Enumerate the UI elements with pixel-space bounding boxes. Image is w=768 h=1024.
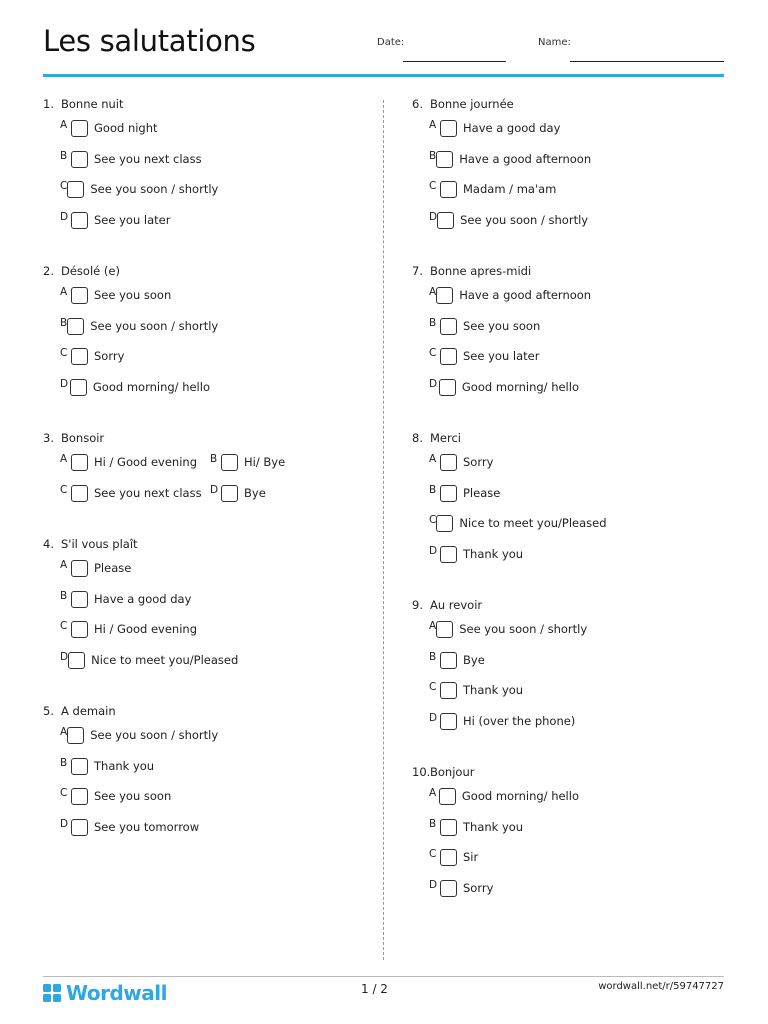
answer-checkbox[interactable] <box>439 788 456 805</box>
option-row <box>43 120 363 151</box>
question-6 <box>412 96 732 242</box>
option-letter: A <box>429 620 437 632</box>
question-number: 8. <box>412 431 423 445</box>
question-text: Bonsoir <box>61 431 105 445</box>
question-number: 10. <box>412 765 431 779</box>
answer-option[interactable] <box>412 318 579 335</box>
answer-checkbox[interactable] <box>221 454 238 471</box>
option-row <box>43 758 363 789</box>
option-label: Bye <box>463 652 485 667</box>
option-letter: B <box>429 316 437 329</box>
option-letter: A <box>60 559 68 571</box>
question-header <box>43 703 363 720</box>
answer-option[interactable] <box>412 210 589 229</box>
option-label: Hi (over the phone) <box>463 713 576 728</box>
answer-checkbox[interactable] <box>436 151 453 168</box>
option-row <box>43 788 363 819</box>
answer-option[interactable] <box>412 286 592 304</box>
answer-option[interactable] <box>412 819 579 836</box>
option-row <box>43 151 363 182</box>
question-text: Bonne journée <box>430 97 514 111</box>
option-label: See you soon / shortly <box>90 182 219 196</box>
answer-checkbox[interactable] <box>440 318 457 335</box>
source-url[interactable]: wordwall.net/r/59747727 <box>598 981 724 992</box>
option-label: Thank you <box>463 683 524 697</box>
question-header <box>43 263 363 280</box>
option-label: Thank you <box>463 546 524 561</box>
answer-option[interactable] <box>43 379 210 396</box>
question-header <box>412 597 732 614</box>
answer-option[interactable] <box>412 713 579 730</box>
question-number: 4. <box>43 537 54 551</box>
option-row <box>412 181 732 212</box>
option-row <box>43 454 363 485</box>
question-9 <box>412 597 732 743</box>
option-row <box>412 849 732 880</box>
option-row <box>43 819 363 850</box>
question-number: 5. <box>43 704 54 718</box>
option-row <box>412 120 732 151</box>
option-row <box>412 287 732 318</box>
question-number: 2. <box>43 264 54 278</box>
answer-checkbox[interactable] <box>71 621 88 638</box>
question-number: 9. <box>412 598 423 612</box>
question-number: 6. <box>412 97 423 111</box>
answer-checkbox[interactable] <box>440 120 457 137</box>
option-label: Bye <box>244 485 266 500</box>
answer-checkbox[interactable] <box>439 379 456 396</box>
answer-checkbox[interactable] <box>71 120 88 137</box>
answer-checkbox[interactable] <box>71 591 88 608</box>
option-letter: D <box>429 711 438 724</box>
option-label: See you later <box>94 212 171 227</box>
question-text: Bonne nuit <box>61 97 124 111</box>
option-row <box>43 318 363 349</box>
answer-checkbox[interactable] <box>71 348 88 365</box>
answer-option[interactable] <box>43 151 210 168</box>
option-letter: A <box>60 286 68 298</box>
answer-options <box>412 287 732 409</box>
option-letter: D <box>210 483 219 496</box>
option-letter: C <box>429 681 437 693</box>
option-label: Nice to meet you/Pleased <box>91 652 239 667</box>
answer-option[interactable] <box>43 726 219 744</box>
answer-options <box>43 120 363 242</box>
answer-options <box>43 727 363 849</box>
option-label: See you soon / shortly <box>459 622 588 636</box>
answer-checkbox[interactable] <box>440 181 457 198</box>
answer-option[interactable] <box>412 788 579 805</box>
answer-option[interactable] <box>43 454 210 471</box>
answer-option[interactable] <box>210 454 360 471</box>
logo-text: Wordwall <box>66 981 167 1005</box>
option-letter: B <box>60 316 68 329</box>
question-text: Au revoir <box>430 598 483 612</box>
option-label: Hi / Good evening <box>94 622 197 636</box>
question-number: 3. <box>43 431 54 445</box>
option-row <box>43 485 363 516</box>
answer-checkbox[interactable] <box>436 515 453 532</box>
option-letter: C <box>429 180 437 192</box>
answer-checkbox[interactable] <box>440 454 457 471</box>
answer-checkbox[interactable] <box>71 454 88 471</box>
option-label: See you next class <box>94 485 202 500</box>
option-row <box>412 880 732 911</box>
option-letter: B <box>60 589 68 602</box>
option-letter: B <box>60 149 68 162</box>
option-letter: A <box>60 119 68 131</box>
answer-checkbox[interactable] <box>440 652 457 669</box>
date-label: Date: <box>377 37 405 48</box>
page-number: 1 / 2 <box>361 982 388 996</box>
option-row <box>43 181 363 212</box>
question-header <box>412 96 732 113</box>
answer-checkbox[interactable] <box>71 758 88 775</box>
option-letter: B <box>60 756 68 769</box>
question-header <box>412 764 732 781</box>
option-letter: D <box>60 210 69 223</box>
option-label: Thank you <box>463 819 524 834</box>
answer-checkbox[interactable] <box>440 819 457 836</box>
option-letter: D <box>429 210 438 223</box>
option-letter: A <box>429 787 437 799</box>
answer-options <box>43 287 363 409</box>
question-header <box>43 430 363 447</box>
option-label: Have a good afternoon <box>459 151 592 166</box>
answer-checkbox[interactable] <box>221 485 238 502</box>
option-label: Please <box>94 561 132 575</box>
answer-option[interactable] <box>43 180 219 198</box>
option-row <box>412 379 732 410</box>
answer-option[interactable] <box>43 591 210 608</box>
option-row <box>412 713 732 744</box>
option-letter: C <box>60 347 68 359</box>
answer-checkbox[interactable] <box>67 181 84 198</box>
answer-options <box>412 454 732 576</box>
answer-checkbox[interactable] <box>67 318 84 335</box>
question-header <box>412 263 732 280</box>
option-row <box>43 727 363 758</box>
answer-option[interactable] <box>412 546 579 563</box>
option-row <box>43 652 363 683</box>
option-letter: A <box>429 286 437 298</box>
option-label: See you soon <box>94 789 172 803</box>
option-letter: A <box>60 726 68 738</box>
question-header <box>412 430 732 447</box>
option-label: Have a good afternoon <box>459 288 592 302</box>
option-label: See you soon <box>94 288 172 302</box>
answer-options <box>43 454 363 515</box>
question-3 <box>43 430 363 515</box>
option-label: Have a good day <box>463 121 561 135</box>
answer-option[interactable] <box>43 485 210 502</box>
option-row <box>412 151 732 182</box>
answer-option[interactable] <box>412 454 579 471</box>
option-row <box>43 287 363 318</box>
option-label: See you soon <box>463 318 541 333</box>
option-label: Thank you <box>94 758 155 773</box>
option-letter: B <box>429 817 437 830</box>
option-row <box>412 621 732 652</box>
date-field[interactable] <box>403 61 506 62</box>
option-letter: B <box>429 483 437 496</box>
option-label: See you soon / shortly <box>90 318 219 333</box>
answer-option[interactable] <box>412 485 579 502</box>
answer-options <box>412 788 732 910</box>
option-label: Sorry <box>463 880 494 895</box>
right-column <box>412 96 732 931</box>
option-row <box>43 379 363 410</box>
answer-option[interactable] <box>210 485 360 502</box>
option-row <box>412 682 732 713</box>
option-letter: D <box>429 878 438 891</box>
answer-option[interactable] <box>43 348 210 365</box>
question-1 <box>43 96 363 242</box>
answer-option[interactable] <box>43 819 210 836</box>
question-10 <box>412 764 732 910</box>
option-row <box>43 560 363 591</box>
option-label: Sir <box>463 850 479 864</box>
answer-checkbox[interactable] <box>440 880 457 897</box>
option-letter: D <box>60 377 69 390</box>
option-row <box>412 485 732 516</box>
answer-checkbox[interactable] <box>440 849 457 866</box>
option-letter: A <box>429 453 437 465</box>
answer-option[interactable] <box>43 287 210 304</box>
answer-option[interactable] <box>43 316 219 335</box>
question-2 <box>43 263 363 409</box>
question-text: S'il vous plaît <box>61 537 138 551</box>
option-letter: D <box>429 377 438 390</box>
option-letter: D <box>429 544 438 557</box>
answer-checkbox[interactable] <box>437 212 454 229</box>
answer-option[interactable] <box>412 652 579 669</box>
option-label: See you soon / shortly <box>460 212 589 227</box>
option-label: See you next class <box>94 151 202 166</box>
footer-divider <box>43 976 724 977</box>
question-5 <box>43 703 363 849</box>
answer-option[interactable] <box>43 788 210 805</box>
answer-checkbox[interactable] <box>440 485 457 502</box>
question-7 <box>412 263 732 409</box>
option-letter: D <box>60 650 69 663</box>
option-label: Good morning/ hello <box>461 379 579 394</box>
answer-checkbox[interactable] <box>440 713 457 730</box>
answer-option[interactable] <box>43 650 239 669</box>
question-text: Merci <box>430 431 461 445</box>
option-label: Madam / ma'am <box>463 182 557 196</box>
option-row <box>412 212 732 243</box>
option-label: Have a good day <box>94 591 192 606</box>
answer-option[interactable] <box>412 348 579 365</box>
answer-options <box>412 120 732 242</box>
answer-checkbox[interactable] <box>440 546 457 563</box>
option-label: Good night <box>94 121 158 135</box>
option-letter: C <box>429 848 437 860</box>
option-label: Sorry <box>463 455 494 469</box>
answer-checkbox[interactable] <box>71 485 88 502</box>
answer-checkbox[interactable] <box>436 287 453 304</box>
option-letter: A <box>60 453 68 465</box>
answer-checkbox[interactable] <box>71 788 88 805</box>
answer-option[interactable] <box>43 560 210 577</box>
option-row <box>412 819 732 850</box>
question-text: Désolé (e) <box>61 264 120 278</box>
wordwall-logo-icon <box>43 984 62 1003</box>
answer-option[interactable] <box>412 181 579 198</box>
answer-options <box>412 621 732 743</box>
option-label: See you soon / shortly <box>90 728 219 742</box>
option-row <box>412 515 732 546</box>
answer-checkbox[interactable] <box>440 348 457 365</box>
answer-option[interactable] <box>412 514 607 532</box>
answer-checkbox[interactable] <box>71 151 88 168</box>
option-label: Hi/ Bye <box>244 455 286 469</box>
answer-checkbox[interactable] <box>436 621 453 638</box>
option-row <box>412 652 732 683</box>
answer-checkbox[interactable] <box>440 682 457 699</box>
option-row <box>412 454 732 485</box>
option-letter: C <box>60 787 68 799</box>
answer-option[interactable] <box>412 379 579 396</box>
header-divider <box>43 74 724 77</box>
option-letter: D <box>60 817 69 830</box>
option-row <box>43 621 363 652</box>
answer-checkbox[interactable] <box>71 819 88 836</box>
option-row <box>412 318 732 349</box>
option-letter: B <box>429 650 437 663</box>
answer-checkbox[interactable] <box>70 379 87 396</box>
answer-checkbox[interactable] <box>71 287 88 304</box>
answer-option[interactable] <box>412 149 592 168</box>
answer-option[interactable] <box>43 120 210 137</box>
answer-option[interactable] <box>43 758 210 775</box>
answer-checkbox[interactable] <box>71 560 88 577</box>
answer-checkbox[interactable] <box>68 652 85 669</box>
option-row <box>43 212 363 243</box>
option-letter: C <box>429 347 437 359</box>
question-text: A demain <box>61 704 116 718</box>
question-header <box>43 536 363 553</box>
answer-option[interactable] <box>412 620 588 638</box>
option-label: Sorry <box>94 349 125 363</box>
name-label: Name: <box>538 37 571 48</box>
option-row <box>412 348 732 379</box>
question-4 <box>43 536 363 682</box>
answer-option[interactable] <box>412 849 579 866</box>
option-label: See you later <box>463 349 540 363</box>
option-label: Nice to meet you/Pleased <box>459 516 607 530</box>
page-title: Les salutations <box>43 24 256 58</box>
left-column <box>43 96 363 870</box>
answer-option[interactable] <box>43 212 210 229</box>
column-divider <box>383 100 384 960</box>
option-row <box>412 788 732 819</box>
option-letter: C <box>60 620 68 632</box>
question-text: Bonne apres-midi <box>430 264 532 278</box>
option-row <box>43 348 363 379</box>
question-number: 7. <box>412 264 423 278</box>
question-number: 1. <box>43 97 54 111</box>
answer-options <box>43 560 363 682</box>
option-row <box>412 546 732 577</box>
answer-option[interactable] <box>412 880 579 897</box>
answer-option[interactable] <box>412 682 579 699</box>
question-text: Bonjour <box>430 765 475 779</box>
option-label: See you tomorrow <box>94 819 200 834</box>
answer-checkbox[interactable] <box>67 727 84 744</box>
name-field[interactable] <box>570 61 724 62</box>
option-label: Good morning/ hello <box>92 379 210 394</box>
option-label: Good morning/ hello <box>461 789 579 803</box>
option-letter: C <box>429 514 437 526</box>
answer-option[interactable] <box>412 120 579 137</box>
option-letter: B <box>210 453 218 465</box>
answer-checkbox[interactable] <box>71 212 88 229</box>
question-8 <box>412 430 732 576</box>
question-header <box>43 96 363 113</box>
wordwall-logo <box>43 981 167 1005</box>
option-letter: C <box>60 180 68 192</box>
option-letter: A <box>429 119 437 131</box>
option-label: Hi / Good evening <box>94 455 197 469</box>
option-label: Please <box>463 485 501 500</box>
option-row <box>43 591 363 622</box>
answer-option[interactable] <box>43 621 210 638</box>
option-letter: B <box>429 149 437 162</box>
option-letter: C <box>60 483 68 496</box>
